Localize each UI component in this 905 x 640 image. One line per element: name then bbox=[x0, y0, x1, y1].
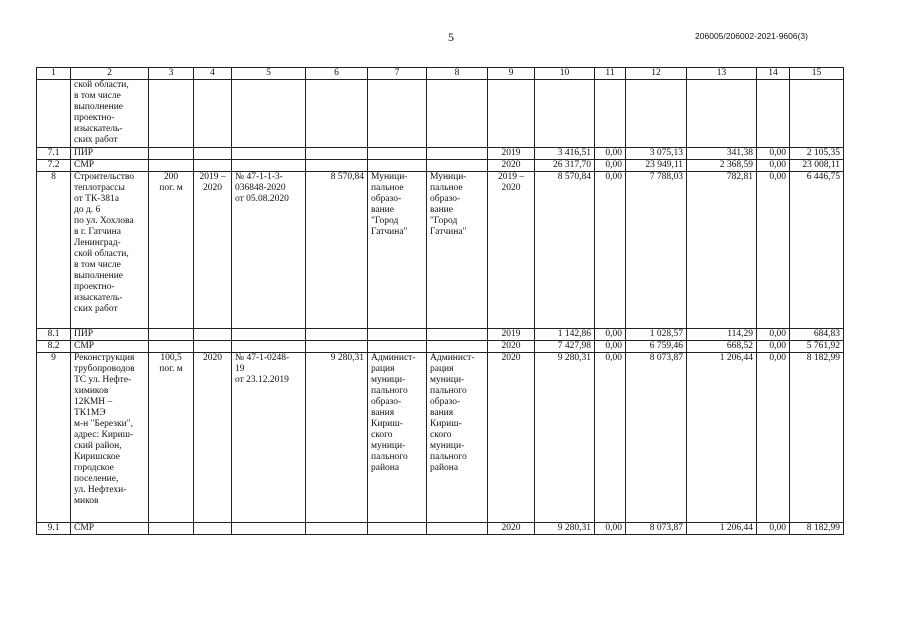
value-cell: 0,00 bbox=[595, 329, 626, 341]
cost-cell: 9 280,31 bbox=[306, 353, 368, 523]
value-cell: 0,00 bbox=[595, 160, 626, 172]
value-cell: 0,00 bbox=[595, 341, 626, 353]
table-row bbox=[37, 341, 844, 353]
col-number: 8 bbox=[427, 68, 488, 80]
value-cell: 5 761,92 bbox=[790, 341, 844, 353]
object-name: ПИР bbox=[71, 329, 149, 341]
value-cell: 0,00 bbox=[757, 329, 790, 341]
customer-cell: Админист- рация муници- пального образо- вания Кириш- ского муници- пального района bbox=[368, 353, 427, 523]
year-cell: 2020 bbox=[488, 341, 535, 353]
value-cell: 1 206,44 bbox=[687, 523, 757, 535]
column-number-row bbox=[37, 68, 844, 80]
value-cell: 3 416,51 bbox=[535, 148, 595, 160]
col-number: 13 bbox=[687, 68, 757, 80]
col-number: 15 bbox=[790, 68, 844, 80]
value-cell: 0,00 bbox=[595, 148, 626, 160]
table-row bbox=[37, 329, 844, 341]
value-cell: 341,38 bbox=[687, 148, 757, 160]
value-cell: 2 105,35 bbox=[790, 148, 844, 160]
value-cell: 1 142,86 bbox=[535, 329, 595, 341]
value-cell: 114,29 bbox=[687, 329, 757, 341]
developer-cell: Админист- рация муници- пального образо- вания Кириш- ского муници- пального района bbox=[427, 353, 488, 523]
row-number: 7.2 bbox=[37, 160, 71, 172]
capacity-cell: 100,5 пог. м bbox=[149, 353, 194, 523]
value-cell: 0,00 bbox=[595, 172, 626, 329]
value-cell: 8 570,84 bbox=[535, 172, 595, 329]
col-number: 4 bbox=[194, 68, 232, 80]
col-number: 11 bbox=[595, 68, 626, 80]
value-cell: 3 075,13 bbox=[626, 148, 687, 160]
expertise-cell: № 47-1-0248- 19 от 23.12.2019 bbox=[232, 353, 306, 523]
value-cell: 2 368,59 bbox=[687, 160, 757, 172]
row-number: 8 bbox=[37, 172, 71, 329]
object-name: СМР bbox=[71, 341, 149, 353]
object-name: Строительство теплотрассы от ТК-381а до д. 6 по ул. Хохлова в г. Гатчина Ленинград- ской области, в том числе выполнение проектно- изыскатель- ских работ bbox=[71, 172, 149, 329]
year-cell: 2020 bbox=[488, 353, 535, 523]
col-number: 7 bbox=[368, 68, 427, 80]
table-row bbox=[37, 160, 844, 172]
value-cell: 1 028,57 bbox=[626, 329, 687, 341]
value-cell: 0,00 bbox=[757, 353, 790, 523]
value-cell: 0,00 bbox=[595, 353, 626, 523]
object-name: Реконструкция трубопроводов ТС ул. Нефте- химиков 12КМН – ТК1МЭ м-н "Березки", адрес: Кириш- ский район, Киришское городское поселение, ул. Нефтехи- миков bbox=[71, 353, 149, 523]
table-row bbox=[37, 148, 844, 160]
year-cell: 2020 bbox=[488, 160, 535, 172]
capacity-cell: 200 пог. м bbox=[149, 172, 194, 329]
expertise-cell: № 47-1-1-3- 036848-2020 от 05.08.2020 bbox=[232, 172, 306, 329]
object-name: ской области, в том числе выполнение проектно- изыскатель- ских работ bbox=[71, 80, 149, 148]
value-cell: 0,00 bbox=[757, 148, 790, 160]
table-row bbox=[37, 353, 844, 523]
value-cell: 684,83 bbox=[790, 329, 844, 341]
value-cell: 0,00 bbox=[757, 341, 790, 353]
value-cell: 6 759,46 bbox=[626, 341, 687, 353]
row-number: 9 bbox=[37, 353, 71, 523]
year-cell: 2019 bbox=[488, 329, 535, 341]
value-cell: 8 182,99 bbox=[790, 523, 844, 535]
table-row bbox=[37, 80, 844, 148]
value-cell: 6 446,75 bbox=[790, 172, 844, 329]
value-cell: 0,00 bbox=[595, 523, 626, 535]
value-cell: 0,00 bbox=[757, 523, 790, 535]
col-number: 12 bbox=[626, 68, 687, 80]
customer-cell: Муници- пальное образо- вание "Город Гатчина" bbox=[368, 172, 427, 329]
object-name: ПИР bbox=[71, 148, 149, 160]
value-cell: 8 073,87 bbox=[626, 523, 687, 535]
developer-cell: Муници- пальное образо- вание "Город Гатчина" bbox=[427, 172, 488, 329]
year-cell: 2020 bbox=[488, 523, 535, 535]
value-cell: 23 949,11 bbox=[626, 160, 687, 172]
row-number: 8.2 bbox=[37, 341, 71, 353]
program-table bbox=[36, 67, 844, 535]
col-number: 3 bbox=[149, 68, 194, 80]
period-cell: 2019 – 2020 bbox=[194, 172, 232, 329]
value-cell: 8 182,99 bbox=[790, 353, 844, 523]
col-number: 1 bbox=[37, 68, 71, 80]
value-cell: 23 008,11 bbox=[790, 160, 844, 172]
document-id: 206005/206002-2021-9606(3) bbox=[695, 31, 808, 41]
value-cell: 1 206,44 bbox=[687, 353, 757, 523]
col-number: 10 bbox=[535, 68, 595, 80]
value-cell: 0,00 bbox=[757, 160, 790, 172]
row-number bbox=[37, 80, 71, 148]
col-number: 6 bbox=[306, 68, 368, 80]
value-cell: 782,81 bbox=[687, 172, 757, 329]
period-cell: 2020 bbox=[194, 353, 232, 523]
col-number: 9 bbox=[488, 68, 535, 80]
col-number: 14 bbox=[757, 68, 790, 80]
value-cell: 8 073,87 bbox=[626, 353, 687, 523]
year-cell: 2019 – 2020 bbox=[488, 172, 535, 329]
object-name: СМР bbox=[71, 160, 149, 172]
value-cell: 9 280,31 bbox=[535, 523, 595, 535]
value-cell: 0,00 bbox=[757, 172, 790, 329]
table-row bbox=[37, 523, 844, 535]
object-name: СМР bbox=[71, 523, 149, 535]
value-cell: 26 317,70 bbox=[535, 160, 595, 172]
page-number: 5 bbox=[448, 30, 454, 44]
col-number: 5 bbox=[232, 68, 306, 80]
table-row bbox=[37, 172, 844, 329]
row-number: 7.1 bbox=[37, 148, 71, 160]
value-cell: 9 280,31 bbox=[535, 353, 595, 523]
value-cell: 7 788,03 bbox=[626, 172, 687, 329]
value-cell: 7 427,98 bbox=[535, 341, 595, 353]
cost-cell: 8 570,84 bbox=[306, 172, 368, 329]
row-number: 8.1 bbox=[37, 329, 71, 341]
value-cell: 668,52 bbox=[687, 341, 757, 353]
year-cell: 2019 bbox=[488, 148, 535, 160]
row-number: 9.1 bbox=[37, 523, 71, 535]
col-number: 2 bbox=[71, 68, 149, 80]
